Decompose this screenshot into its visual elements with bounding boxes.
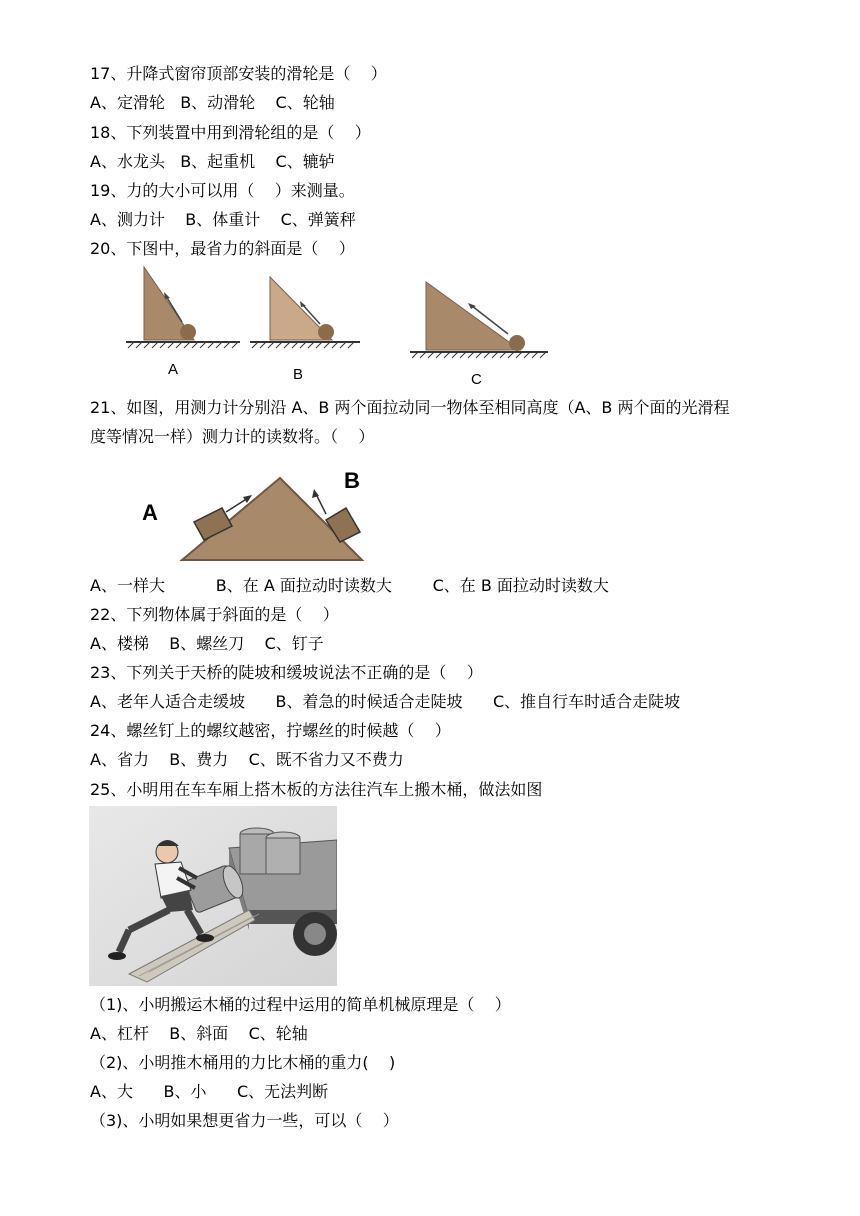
q25-sub3-text: （3)、小明如果想更省力一些，可以（ ） (90, 1111, 399, 1130)
q23-options: A、老年人适合走缓坡 B、着急的时候适合走陡坡 C、推自行车时适合走陡坡 (90, 692, 681, 711)
slope-c-label: C (471, 371, 482, 387)
q21-figure (130, 462, 390, 567)
q18-text: 18、下列装置中用到滑轮组的是（ ） (90, 123, 371, 142)
face-a-label: A (142, 500, 158, 525)
q25-illustration (89, 806, 337, 986)
slope-b-label: B (293, 366, 304, 383)
slope-a-label: A (168, 361, 179, 378)
q25-sub2-text: （2)、小明推木桶用的力比木桶的重力( ) (90, 1053, 396, 1072)
q18-options: A、水龙头 B、起重机 C、辘轳 (90, 152, 335, 171)
q17-options: A、定滑轮 B、动滑轮 C、轮轴 (90, 93, 335, 112)
q17-text: 17、升降式窗帘顶部安装的滑轮是（ ） (90, 64, 387, 83)
q23-text: 23、下列关于天桥的陡坡和缓坡说法不正确的是（ ） (90, 663, 483, 682)
q24-options: A、省力 B、费力 C、既不省力又不费力 (90, 750, 404, 769)
q21-text-2: 度等情况一样）测力计的读数将。（ ） (90, 427, 375, 446)
slope-c (410, 282, 548, 358)
q19-text: 19、力的大小可以用（ ）来测量。 (90, 181, 355, 200)
q21-text-1: 21、如图，用测力计分别沿 A、B 两个面拉动同一物体至相同高度（A、B 两个面的光滑程 (90, 398, 730, 417)
slope-b (250, 277, 360, 348)
q19-options: A、测力计 B、体重计 C、弹簧秤 (90, 210, 356, 229)
q20-text: 20、下图中，最省力的斜面是（ ） (90, 239, 355, 258)
q21-options: A、一样大 B、在 A 面拉动时读数大 C、在 B 面拉动时读数大 (90, 576, 609, 595)
q22-options: A、楼梯 B、螺丝刀 C、钉子 (90, 634, 324, 653)
q25-sub2-options: A、大 B、小 C、无法判断 (90, 1082, 329, 1101)
q24-text: 24、螺丝钉上的螺纹越密，拧螺丝的时候越（ ） (90, 721, 451, 740)
q25-sub1-options: A、杠杆 B、斜面 C、轮轴 (90, 1024, 308, 1043)
q25-sub1-text: （1)、小明搬运木桶的过程中运用的简单机械原理是（ ） (90, 995, 511, 1014)
q22-text: 22、下列物体属于斜面的是（ ） (90, 605, 339, 624)
face-b-label: B (344, 468, 360, 493)
slope-a (126, 267, 240, 348)
q20-figure (110, 262, 560, 387)
q25-text: 25、小明用在车车厢上搭木板的方法往汽车上搬木桶，做法如图 (90, 780, 543, 799)
